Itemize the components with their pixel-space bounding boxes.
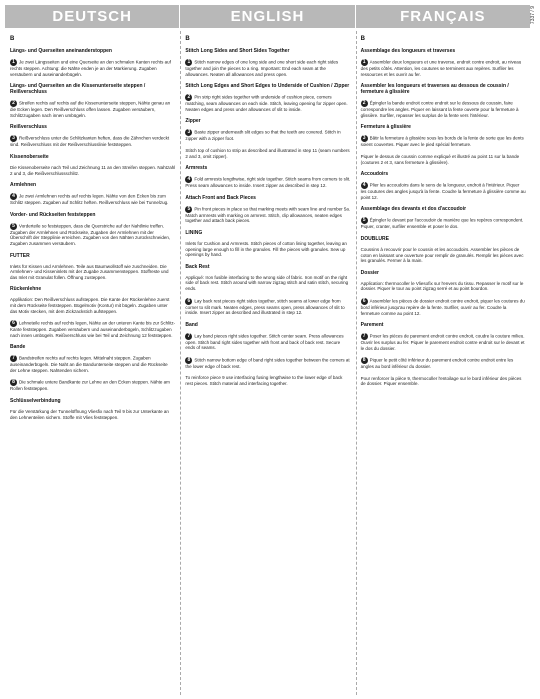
instruction-section xyxy=(361,376,526,387)
step-number-icon: 5 xyxy=(185,206,192,213)
section-text xyxy=(185,357,350,370)
instruction-text: Inlets für Kissen und Armlehnen. Teile aus Baumwollstoff wie zuschneiden. Die Armlehnen- und Kisseninlets mit der Zugabe zusammensteppen. Stoffreste und das Inlet mit Granulat füllen. Öffnung zusteppen. xyxy=(10,263,169,280)
step-number-icon: 8 xyxy=(361,357,368,364)
section-heading: DOUBLURE xyxy=(360,235,389,242)
section-text xyxy=(10,223,175,247)
section-text xyxy=(185,148,350,159)
instruction-section xyxy=(185,165,350,189)
section-text xyxy=(361,100,526,118)
instruction-section xyxy=(361,124,526,148)
section-heading: Vorder- und Rückseiten feststeppen xyxy=(10,211,96,218)
language-header: DEUTSCH xyxy=(5,5,179,28)
page-number: 7337 / 9 xyxy=(530,6,536,25)
section-text xyxy=(185,129,350,142)
section-text xyxy=(361,333,526,351)
instruction-text: Fold armrests lengthwise, right side together. Stitch seams from corners to slit. Press seam allowances to inside. Insert zipper as described in step 12. xyxy=(185,176,351,189)
step-number-icon: 2 xyxy=(185,94,192,101)
section-text xyxy=(10,59,175,77)
section-text xyxy=(10,193,175,206)
section-heading: Längs- und Querseiten aneinanderstoppen xyxy=(10,48,112,54)
instruction-text: To reinforce piece 9 use interfacing fusing lengthwise to the lower edge of back rest pieces. Stitch material and interfacing together. xyxy=(185,375,343,387)
step-number-icon: 1 xyxy=(10,59,17,66)
section-text xyxy=(10,320,175,338)
instruction-section xyxy=(10,344,175,373)
language-header: FRANÇAIS xyxy=(356,5,530,28)
instruction-section xyxy=(10,253,175,281)
instruction-text: Lay back rest pieces right sides together, stitch seams at lower edge from corner to slit mark. Neaten edges, press seams open, press allowances of slit to inside. Insert zipper as described and illustrated in step 12. xyxy=(185,298,345,316)
step-number-icon: 6 xyxy=(361,298,368,305)
section-heading: Armrests xyxy=(185,165,208,172)
section-heading: Bande xyxy=(10,344,26,351)
instruction-section xyxy=(10,83,175,118)
instruction-text: Inlets for Cushion and Armrests. Stitch pieces of cotton lining together, leaving an opening large enough to fill in the granules. Fill the pieces with granules. Sew up openings by hand. xyxy=(185,240,347,258)
instruction-section xyxy=(185,230,350,258)
section-letter: B xyxy=(185,36,190,42)
section-text xyxy=(185,59,350,77)
instruction-text: Application: thermocoller le Vliesofix sur l'envers du tissu. Repasser le motif sur le dossier. Piquer le tour au point zigzag serré et au point bourdon. xyxy=(360,280,524,292)
section-text xyxy=(10,135,175,148)
instruction-text: Die schmale untere Bandkante zur Lehne an den Ecken steppen. Nähte am Rollen feststeppen. xyxy=(10,380,170,392)
section-heading: LINING xyxy=(185,229,203,236)
section-text xyxy=(361,59,526,77)
section-heading: Stitch Long Edges and Short Edges to Underside of Cushion / Zipper xyxy=(185,83,350,90)
section-text xyxy=(185,333,350,351)
section-heading: Zipper xyxy=(185,118,201,125)
section-heading: Parement xyxy=(360,322,384,329)
step-number-icon: 2 xyxy=(361,100,368,107)
section-heading: Schlüsselverbindung xyxy=(10,398,61,405)
section-heading: Reißverschluss xyxy=(10,124,47,131)
instruction-section xyxy=(185,118,350,142)
column-body xyxy=(180,28,354,695)
instruction-section xyxy=(185,83,350,112)
step-number-icon: 7 xyxy=(10,355,17,362)
instruction-section xyxy=(185,195,350,224)
language-column xyxy=(5,5,179,695)
section-heading: Dossier xyxy=(360,269,379,276)
instruction-section xyxy=(361,236,526,264)
section-text xyxy=(361,247,526,264)
instruction-section xyxy=(10,182,175,206)
instruction-text: Stitch top of cushion to strip as described and illustrated in step 11 (seam numbers 2 and 3, omit zipper). xyxy=(185,147,350,159)
instruction-section xyxy=(185,264,350,292)
step-number-icon: 6 xyxy=(10,320,17,327)
instruction-text: Stitch narrow bottom edge of band right sides together between the corners at the lower edge of back rest. xyxy=(185,357,350,369)
section-text xyxy=(185,206,350,224)
instruction-text: Plier les accoudoirs dans le sens de la longueur, endroit à l'intérieur. Piquer les coutures des angles jusqu'à la fente. Coudre la fermeture à glissière comme au point 12. xyxy=(360,182,526,200)
instruction-section xyxy=(361,322,526,351)
instruction-section xyxy=(361,48,526,77)
instruction-text: Épingler la bande endroit contre endroit sur le dessous de coussin, faire correspondre les angles. Piquer en laissant la fente ouverte pour la fermeture à glissière. Surfiler, repasser les surplus de la fente vers l'intérieur. xyxy=(360,100,519,118)
step-number-icon: 3 xyxy=(10,135,17,142)
section-text xyxy=(10,379,175,392)
instruction-section xyxy=(10,379,175,392)
instruction-text: Coussins à recouvrir pour le coussin et les accoudoirs. Assembler les pièces de coton en laissant une ouverture pour remplir de granulés. Remplir les pièces avec les granulés. Fermer à la main. xyxy=(360,246,524,264)
section-heading: Accoudoirs xyxy=(360,171,389,178)
step-number-icon: 4 xyxy=(361,182,368,189)
columns-container xyxy=(5,5,531,695)
step-number-icon: 5 xyxy=(361,217,368,224)
instruction-text: Assembler deux longueurs et une traverse, endroit contre endroit, au niveau des petits côtés. Attention, les coutures se terminent aux repères. Surfiler les ressources et les ouvrir au fer. xyxy=(360,59,522,77)
section-text xyxy=(185,298,350,316)
instruction-section xyxy=(361,270,526,292)
instruction-text: Piquer le dessus de coussin comme expliqué et illustré au point 11 sur la bande (coutures 2 et 3, sans fermeture à glissière). xyxy=(360,153,520,165)
section-text xyxy=(10,100,175,118)
section-text xyxy=(361,376,526,387)
column-body xyxy=(356,28,530,695)
column-body xyxy=(5,28,179,695)
section-text xyxy=(10,297,175,314)
step-number-icon: 1 xyxy=(185,59,192,66)
step-number-icon: 4 xyxy=(10,193,17,200)
instruction-section xyxy=(185,48,350,77)
step-number-icon: 6 xyxy=(185,298,192,305)
instruction-text: Piquer le petit côté inférieur du parement endroit contre endroit entre les angles au bord inférieur du dossier. xyxy=(360,357,514,370)
instruction-section xyxy=(185,375,350,386)
language-header: ENGLISH xyxy=(180,5,354,28)
section-letter: B xyxy=(10,36,15,42)
instruction-section xyxy=(10,154,175,176)
instruction-text: Appliqué: Iron fusible interfacing to the wrong side of fabric. Iron motif on the right side of back rest. Stitch around with narrow zigzag stitch and satin stitch, securing ends. xyxy=(185,274,349,291)
step-number-icon: 7 xyxy=(361,333,368,340)
step-number-icon: 8 xyxy=(185,357,192,364)
instruction-text: Streifen rechts auf rechts auf die Kissenunterseite steppen, Nähte genau an die Ecken legen. Den Reißverschluss offen lassen. Zugaben versäubern, Schlitzzugaben nach innen umbügeln. xyxy=(10,100,171,118)
language-column xyxy=(356,5,530,695)
section-heading: Assembler les longueurs et traverses au dessous de coussin / fermeture à glissière xyxy=(360,83,509,96)
section-heading: Stitch Long Sides and Short Sides Together xyxy=(185,48,290,54)
instruction-text: Reißverschluss unter die Schlitzkanten heften, dass die Zähnchen verdeckt sind. Reißverschluss mit der Reißverschlusslinie feststeppen. xyxy=(10,136,170,148)
instruction-section xyxy=(10,320,175,338)
section-heading: Rückenlehne xyxy=(10,286,42,293)
instruction-text: Épingler le devant par l'accoudoir de manière que les repères correspondent. Piquer, cranter, surfiler ensemble et poser le dos. xyxy=(360,218,524,230)
section-text xyxy=(361,281,526,292)
section-heading: Kissenoberseite xyxy=(10,153,49,160)
step-number-icon: 3 xyxy=(361,135,368,142)
section-text xyxy=(185,94,350,112)
instruction-text: Lehneteile rechts auf rechts legen, Nähte an der unteren Kante bis zur Schlitz-Kante feststeppen. Zugaben versäubern und auseinanderbügeln, Schlitzzugaben nach innen umbügeln. Reißverschluss wie bei Teil und Zeichnung 12 feststeppen. xyxy=(10,320,176,338)
instruction-text: Pour renforcer la pièce 9, thermocoller l'entoilage sur le bord inférieur des pièces de dossier. Piquer ensemble. xyxy=(360,375,522,387)
step-number-icon: 4 xyxy=(185,176,192,183)
section-heading: Attach Front and Back Pieces xyxy=(185,194,256,201)
instruction-text: Je zwei Längsseiten und eine Querseite an den schmalen Kanten rechts auf rechts steppen. Achtung: die Nähte enden je an der Markierung. Zugaben versäubern und auseinanderbügeln. xyxy=(10,59,171,77)
step-number-icon: 8 xyxy=(10,379,17,386)
instruction-section xyxy=(361,206,526,230)
instruction-section xyxy=(185,148,350,159)
instruction-section xyxy=(10,124,175,148)
instruction-section xyxy=(10,48,175,77)
instruction-text: Je zwei Armlehnen rechts auf rechts legen. Nähte von den Ecken bis zum Schlitz steppen. Zugaben auf Schlitz heften. Reißverschluss wie bei Tunnelzug. xyxy=(10,193,169,206)
section-text xyxy=(361,298,526,316)
step-number-icon: 5 xyxy=(10,223,17,230)
section-heading: Band xyxy=(185,321,198,328)
instruction-section xyxy=(361,357,526,370)
instruction-section xyxy=(185,322,350,351)
section-letter: B xyxy=(360,36,365,42)
section-heading: Armlehnen xyxy=(10,182,37,189)
section-text xyxy=(185,275,350,292)
instruction-section xyxy=(185,357,350,370)
section-text xyxy=(361,357,526,370)
section-heading: FUTTER xyxy=(10,252,30,259)
instruction-text: Bâtir la fermeture à glissière sous les bords de la fente de sorte que les dents soient couvertes. Piquer avec le pied spécial fermeture. xyxy=(360,136,524,148)
instruction-text: Assembler les pièces de dossier endroit contre endroit, piquer les coutures du bord inférieur jusqu'au repère de la fente. Surfiler, ouvrir au fer. Coudre la fermeture comme au point 12. xyxy=(360,298,525,316)
instruction-text: Pin strip right sides together with underside of cushion piece, corners matching, seam allowances on each side. Stitch, leaving opening for zipper open. Neaten edges and press under allowances of slit to inside. xyxy=(185,94,348,112)
instruction-text: Applikation: Den Reißverschluss aufsteppen. Die Kante der Rückenlehne zuerst mit dem Rückseite feststeppen. Bügelmotiv (Kontur) mit bügeln. Zugaben unter das Motiv stecken, mit dem Zickzackstich aufsteppen. xyxy=(10,297,170,314)
section-heading: Fermeture à glissière xyxy=(360,124,411,131)
step-number-icon: 7 xyxy=(185,333,192,340)
instruction-text: Lay band pieces right sides together. Stitch center seam. Press allowances open. Stitch band right sides together with front and back of back rest. Secure ends of seams. xyxy=(185,333,344,351)
section-text xyxy=(10,165,175,176)
instruction-text: Baste zipper underneath slit edges so that the teeth are covered. Stitch in zipper with a zipper foot. xyxy=(185,130,341,142)
instruction-text: Bandstreifen rechts auf rechts legen. Mittelnaht steppen. Zugaben auseinanderbügeln. Die Naht an die Bandunterseite steppen und die Rückseite der Lehne steppen. Nahtenden sichern. xyxy=(10,355,168,373)
step-number-icon: 2 xyxy=(10,100,17,107)
language-column xyxy=(180,5,354,695)
instruction-section xyxy=(361,298,526,316)
section-text xyxy=(361,135,526,148)
instruction-text: Pin front pieces in place so that marking meets with seam line and number 5a. Match armrests with marking on armrest. Stitch, clip allowances, neaten edges together and attach back pieces. xyxy=(185,206,351,224)
instruction-text: Vorderteile so feststeppen, dass die Querstriche auf der Nahtlinie treffen. Zugaben der Armlehnen und Rückseite, Zugaben der Armlehnen mit der Überschrift der Stepplinie erreichen. Zugaben von den Nähten zurückschneiden, Zugaben zusammen versäubern. xyxy=(10,223,171,246)
section-text xyxy=(10,264,175,281)
instruction-section xyxy=(10,398,175,420)
section-heading: Assemblage des longueurs et traverses xyxy=(360,48,456,54)
section-text xyxy=(10,409,175,420)
column-divider xyxy=(180,31,181,695)
step-number-icon: 1 xyxy=(361,59,368,66)
section-text xyxy=(361,154,526,165)
instruction-section xyxy=(361,83,526,118)
instruction-text: Für die Verstärkung der Tunnelöffnung Vliesfix nach Teil 9 bis zur Unterkante an den Lehnenteilen sichern. Stoffe mit Vlies feststeppen. xyxy=(10,409,169,420)
column-divider xyxy=(356,31,357,695)
section-text xyxy=(185,375,350,386)
instruction-text: Stitch narrow edges of one long side and one short side each right sides together and join the pieces to a ring. Important: End each seam at the allowances. Neaten all allowances and press open. xyxy=(185,59,339,77)
instruction-section xyxy=(10,212,175,247)
section-text xyxy=(361,217,526,230)
section-text xyxy=(185,176,350,189)
step-number-icon: 3 xyxy=(185,129,192,136)
instruction-section xyxy=(361,154,526,165)
section-text xyxy=(361,182,526,200)
instruction-section xyxy=(10,286,175,314)
section-heading: Assemblage des devants et dos d'accoudoir xyxy=(360,206,467,213)
instruction-section xyxy=(185,298,350,316)
instruction-section xyxy=(361,171,526,200)
section-text xyxy=(185,241,350,258)
instruction-text: Die Kissenoberseite nach Teil und Zeichnung 11 an den Streifen steppen. Nahtzahl 2 und 3, die Reißverschlussschlitz. xyxy=(10,164,176,176)
section-heading: Back Rest xyxy=(185,263,210,270)
section-heading: Längs- und Querseiten an die Kissenunterseite steppen / Reißverschluss xyxy=(10,83,146,96)
instruction-text: Poser les pièces de parement endroit contre endroit, coudre la couture milieu. Ouvrir les surplus au fer. Piquer le parement endroit contre endroit sur le devant et le dos du dossier. xyxy=(360,333,525,351)
section-text xyxy=(10,355,175,373)
